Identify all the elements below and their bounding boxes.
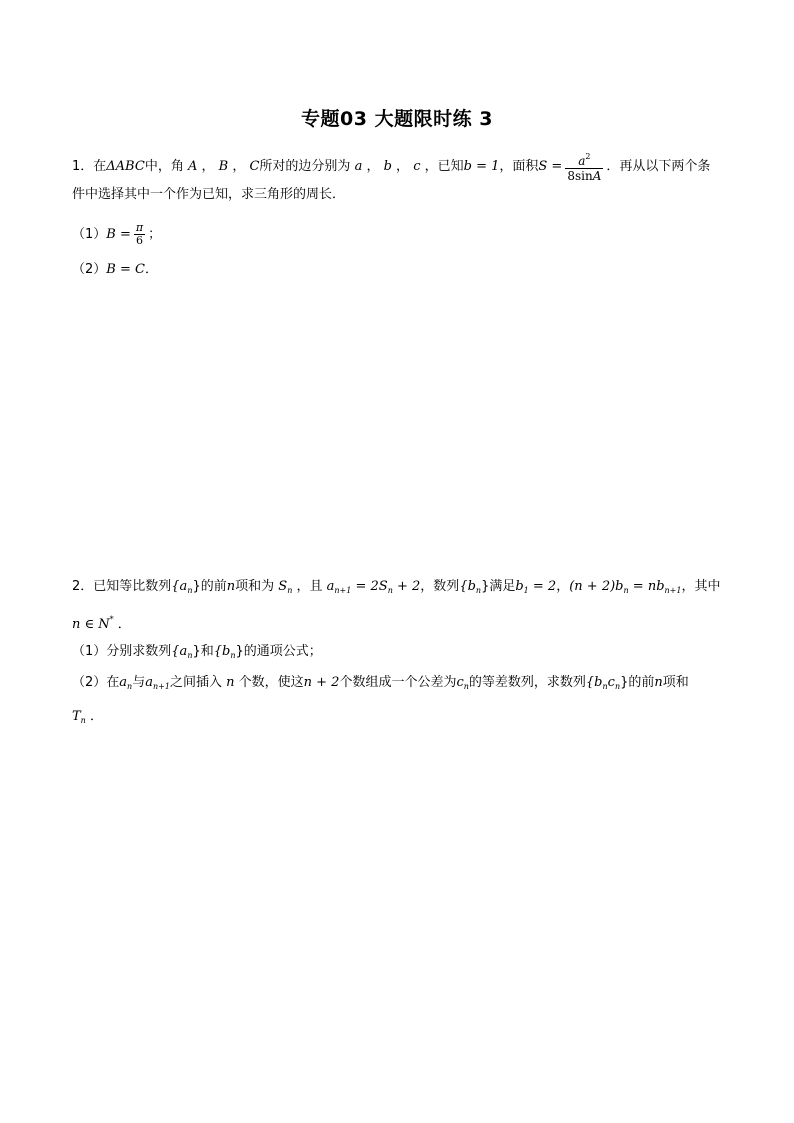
- cond-label: （1）: [72, 227, 107, 242]
- subscript: n: [127, 682, 133, 691]
- subscript: n: [287, 586, 293, 595]
- frac-numerator: a: [578, 154, 586, 168]
- q1-math: C: [249, 159, 260, 174]
- q2-math: {b: [213, 644, 231, 659]
- subscript: n+1: [664, 586, 682, 595]
- subscript: n+1: [152, 682, 170, 691]
- cond-end: ；: [148, 227, 162, 242]
- q1-line2: 件中选择其中一个作为已知，求三角形的周长．: [72, 187, 346, 202]
- q2-math: n: [654, 675, 663, 690]
- subscript: n+1: [334, 586, 352, 595]
- q2-text: ，: [556, 579, 570, 594]
- q1-math: b = 1: [463, 159, 500, 174]
- q2-math: b: [515, 579, 524, 594]
- q2-text: （2）在: [72, 675, 120, 690]
- q2-math: n ∈ N: [72, 617, 110, 632]
- q2-math: {b: [459, 579, 476, 594]
- q1-math: A: [187, 159, 198, 174]
- q1-math: ΔABC: [106, 159, 145, 174]
- q2-text: }的通项公式；: [235, 644, 322, 659]
- cond-math: B = C: [106, 262, 145, 277]
- subscript: n: [230, 651, 236, 660]
- q2-math: + 2: [397, 579, 421, 594]
- q2-text: 2．已知等比数列: [72, 579, 172, 594]
- subscript: n: [80, 716, 86, 725]
- q2-text: ，数列: [420, 579, 460, 594]
- subscript: 1: [523, 586, 529, 595]
- q1-text: 中，角: [144, 159, 184, 174]
- q2-text: ．: [117, 617, 131, 632]
- q1-math: S =: [538, 159, 563, 174]
- superscript: *: [109, 615, 114, 624]
- q1-line1: 1．在ΔABC中，角 A ， B ， C所对的边分别为 a ， b ， c ，已知b = 1，面积S = $\frac{a^2}{8\sin A}$ ．再从以下两个条: [72, 152, 711, 183]
- q2-math: c: [456, 675, 464, 690]
- q2-math: n: [226, 675, 235, 690]
- q1-math: b: [383, 159, 392, 174]
- q2-text: 项和为: [235, 579, 275, 594]
- q2-math: = 2S: [355, 579, 388, 594]
- q2-text: ，其中: [681, 579, 721, 594]
- q2-text: }和: [192, 644, 214, 659]
- q2-line2: [72, 610, 131, 635]
- pi-fraction: [134, 222, 145, 247]
- q2-text: 与: [132, 675, 146, 690]
- q2-math: = 2: [532, 579, 557, 594]
- frac-exponent: 2: [585, 152, 591, 161]
- q2-math: a: [145, 675, 153, 690]
- q2-math: {b: [585, 675, 603, 690]
- subscript: n: [387, 586, 393, 595]
- q2-text: 个数，使这: [238, 675, 304, 690]
- q2-math: (n + 2)b: [569, 579, 624, 594]
- q1-text: ，已知: [424, 159, 464, 174]
- q2-text: ，且: [296, 579, 323, 594]
- q2-part-2: [72, 673, 689, 697]
- q2-math: n + 2: [303, 675, 340, 690]
- q1-condition-1: [72, 222, 161, 247]
- cond-label: （2）: [72, 262, 107, 277]
- subscript: n: [623, 586, 629, 595]
- q2-text: （1）分别求数列: [72, 644, 172, 659]
- q2-text: 个数组成一个公差为: [339, 675, 457, 690]
- q1-text: 所对的边分别为: [259, 159, 351, 174]
- subscript: n: [475, 586, 482, 595]
- q1-math: B: [218, 159, 229, 174]
- q2-math: {a: [171, 644, 188, 659]
- frac-denominator-var: A: [592, 169, 602, 183]
- q2-math: a: [119, 675, 128, 690]
- q1-math: c: [413, 159, 421, 174]
- q2-math: n: [226, 579, 236, 594]
- cond-math: B =: [106, 227, 131, 242]
- area-fraction: [565, 150, 603, 183]
- q2-math: {a: [171, 579, 188, 594]
- frac-denominator: 8sin: [567, 169, 593, 183]
- subscript: n: [187, 586, 193, 595]
- q2-math: = nb: [632, 579, 665, 594]
- q2-math: T: [72, 709, 81, 724]
- subscript: n: [463, 682, 469, 691]
- q2-math: S: [278, 579, 288, 594]
- subscript: n: [614, 682, 621, 691]
- subscript: n: [187, 651, 193, 660]
- cond-end: ．: [144, 262, 158, 277]
- q1-condition-2: [72, 260, 158, 280]
- q1-text: ，面积: [499, 159, 539, 174]
- frac-numerator: π: [135, 221, 144, 234]
- q2-text: 之间插入: [169, 675, 222, 690]
- subscript: n: [602, 682, 608, 691]
- q2-text: ．: [89, 709, 103, 724]
- q2-text: }的前: [192, 579, 227, 594]
- q1-text: ．再从以下两个条: [606, 159, 711, 174]
- q1-math: a: [354, 159, 363, 174]
- q1-text: 1．在: [72, 159, 107, 174]
- q2-text: }满足: [481, 579, 516, 594]
- q2-math: a: [326, 579, 335, 594]
- frac-denominator: 6: [135, 234, 143, 247]
- q2-text: 项和: [662, 675, 689, 690]
- page-title: 专题03 大题限时练 3: [301, 108, 493, 130]
- q2-math: c: [607, 675, 615, 690]
- q2-text: }的前: [620, 675, 655, 690]
- q2-line1: [72, 577, 721, 601]
- q2-part-2-line2: [72, 707, 103, 731]
- q2-text: 的等差数列，求数列: [468, 675, 586, 690]
- q2-part-1: [72, 642, 322, 666]
